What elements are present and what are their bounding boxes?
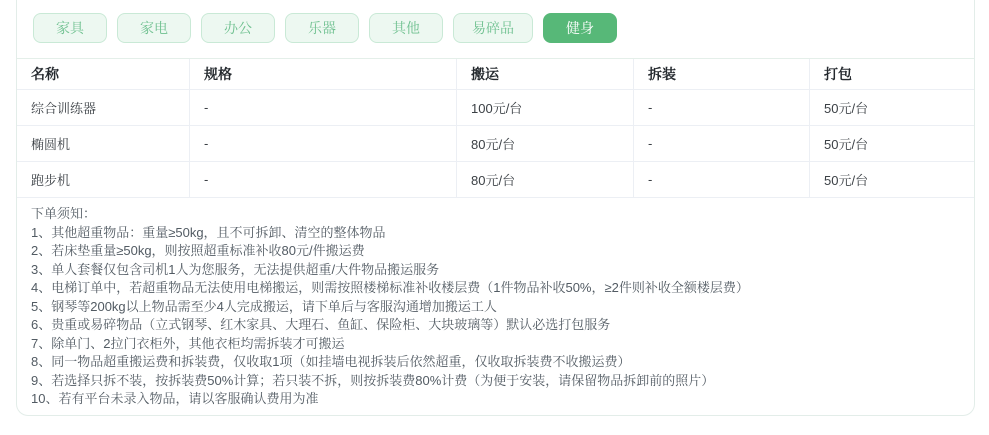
- table-cell: 50元/台: [824, 137, 869, 152]
- note-item: 6、贵重或易碎物品（立式钢琴、红木家具、大理石、鱼缸、保险柜、大块玻璃等）默认必选打包服务: [31, 317, 611, 332]
- pricing-card: [16, 0, 975, 416]
- table-cell: 综合训练器: [17, 90, 190, 125]
- category-tabs: [17, 0, 974, 58]
- table-cell: -: [190, 162, 457, 197]
- table-cell: -: [190, 90, 457, 125]
- notes-list: [31, 224, 958, 409]
- notes-title: 下单须知：: [31, 206, 97, 221]
- column-header: 打包: [824, 66, 852, 82]
- table-row: [17, 162, 974, 198]
- tab-furniture[interactable]: 家具: [33, 13, 107, 43]
- table-cell: -: [634, 126, 810, 161]
- note-item: 1、其他超重物品：重量≥50kg，且不可拆卸、清空的整体物品: [31, 224, 386, 240]
- order-notes: [17, 198, 974, 409]
- column-header: 搬运: [457, 59, 634, 89]
- note-item: 8、同一物品超重搬运费和拆装费，仅收取1项（如挂墙电视拆装后依然超重，仅收取拆装费不收搬运费）: [31, 354, 631, 369]
- tab-other[interactable]: 其他: [369, 13, 443, 43]
- tab-instrument[interactable]: 乐器: [285, 13, 359, 43]
- column-header: 名称: [17, 59, 190, 89]
- tab-home-appliance[interactable]: 家电: [117, 13, 191, 43]
- note-item: 7、除单门、2拉门衣柜外，其他衣柜均需拆装才可搬运: [31, 335, 345, 351]
- tab-office[interactable]: 办公: [201, 13, 275, 43]
- column-header: 规格: [190, 59, 457, 89]
- table-cell: 椭圆机: [17, 126, 190, 161]
- table-row: [17, 90, 974, 126]
- table-body: [17, 90, 974, 198]
- table-cell: 50元/台: [824, 101, 869, 116]
- note-item: 3、单人套餐仅包含司机1人为您服务，无法提供超重/大件物品搬运服务: [31, 261, 440, 277]
- table-header-row: [17, 59, 974, 90]
- table-cell: -: [634, 90, 810, 125]
- table-cell: 跑步机: [17, 162, 190, 197]
- column-header: 拆装: [634, 59, 810, 89]
- tab-fragile[interactable]: 易碎品: [453, 13, 533, 43]
- note-item: 10、若有平台未录入物品，请以客服确认费用为准: [31, 391, 319, 406]
- note-item: 5、钢琴等200kg以上物品需至少4人完成搬运，请下单后与客服沟通增加搬运工人: [31, 298, 497, 314]
- table-row: [17, 126, 974, 162]
- table-cell: 80元/台: [457, 126, 634, 161]
- table-cell: 80元/台: [457, 162, 634, 197]
- note-item: 9、若选择只拆不装，按拆装费50%计算；若只装不拆，则按拆装费80%计费（为便于安装，请保留物品拆卸前的照片）: [31, 372, 715, 388]
- pricing-table: [17, 58, 974, 198]
- note-item: 2、若床垫重量≥50kg，则按照超重标准补收80元/件搬运费: [31, 243, 365, 258]
- table-cell: -: [634, 162, 810, 197]
- note-item: 4、电梯订单中，若超重物品无法使用电梯搬运，则需按照楼梯标准补收楼层费（1件物品补收50%，≥2件则补收全额楼层费）: [31, 280, 749, 295]
- table-cell: 100元/台: [457, 90, 634, 125]
- tab-fitness[interactable]: 健身: [543, 13, 617, 43]
- table-cell: 50元/台: [824, 173, 869, 188]
- table-cell: -: [190, 126, 457, 161]
